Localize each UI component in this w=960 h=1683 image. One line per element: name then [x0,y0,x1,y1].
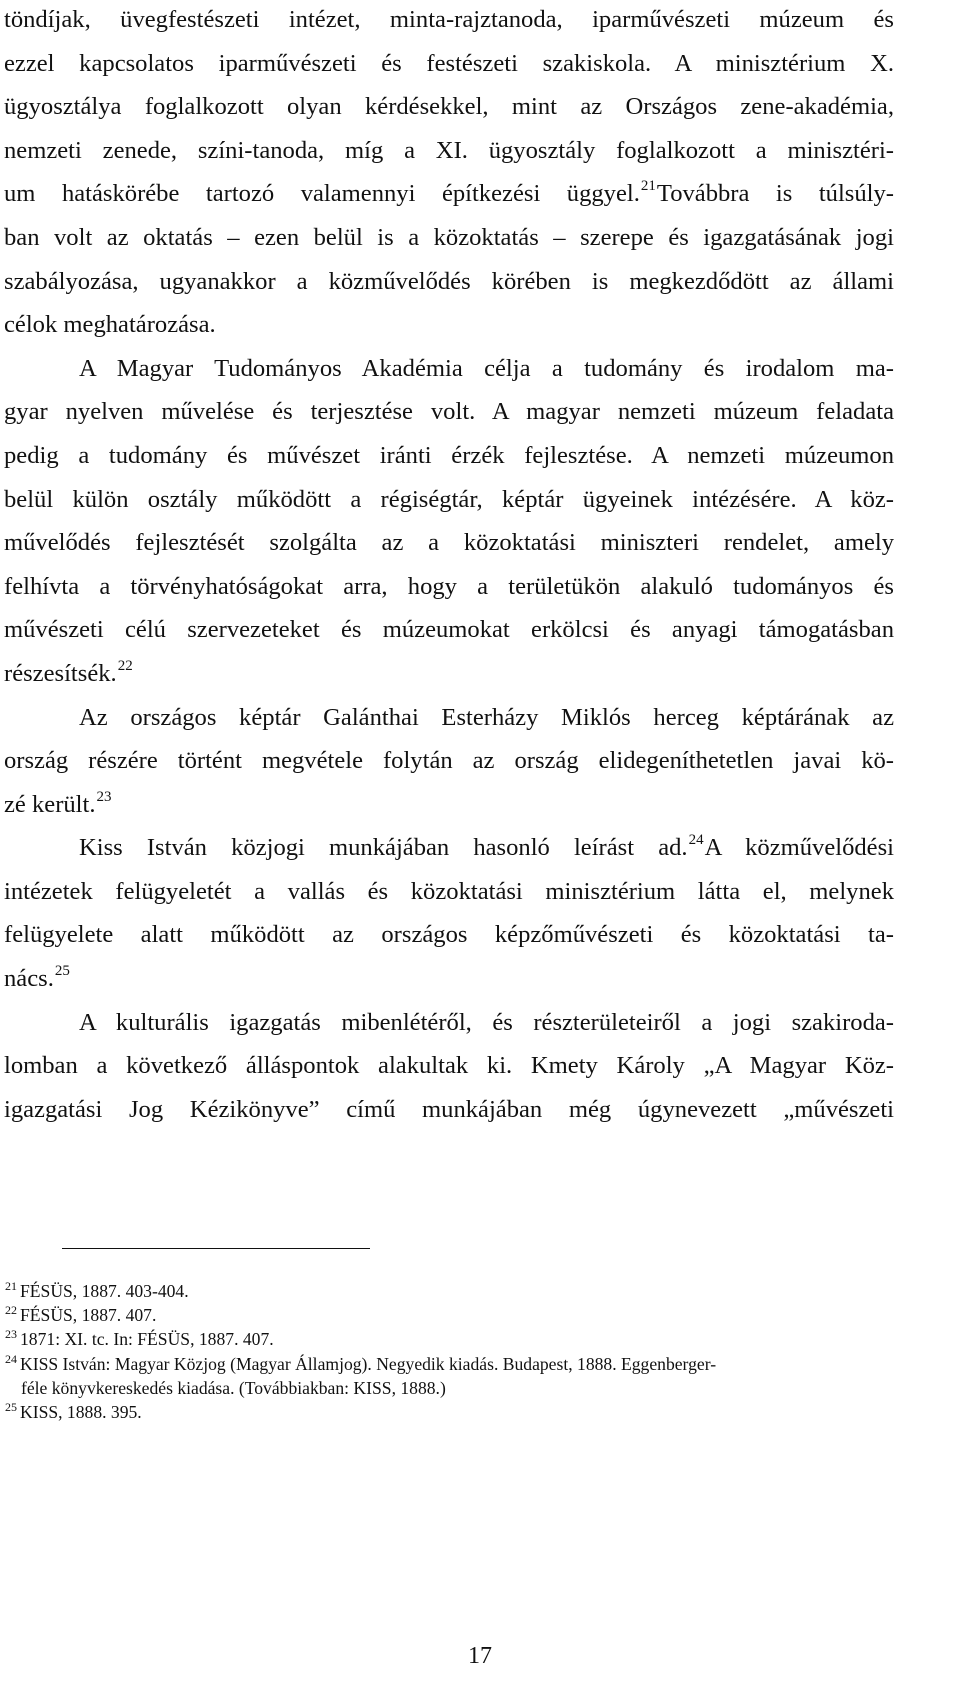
text-line: igazgatási Jog Kézikönyve” című munkájában még úgynevezett „művészeti [4,1095,894,1123]
footnote-ref[interactable]: 21 [640,178,656,195]
text-line [4,957,894,1001]
footnote [4,1279,894,1303]
text-line: A kulturális igazgatás mibenlétéről, és részterületeiről a jogi szakiroda- [79,1008,894,1036]
text-segment: um hatáskörébe tartozó valamennyi építkezési üggyel. [4,180,640,208]
page-number: 17 [468,1643,492,1669]
footnote-text: FÉSÜS, 1887. 407. [20,1305,157,1326]
footnote-ref[interactable]: 22 [117,657,133,674]
footnote-continuation: féle könyvkereskedés kiadása. (Továbbiakban: KISS, 1888.) [21,1377,446,1398]
text-segment: Kiss István közjogi munkájában hasonló leírást ad. [79,834,688,862]
text-segment: zé került. [4,790,96,818]
footnote [4,1400,894,1424]
footnote-text: 1871: XI. tc. In: FÉSÜS, 1887. 407. [20,1329,274,1350]
footnotes [4,1279,894,1424]
footnote [4,1352,894,1376]
text-line: felhívta a törvényhatóságokat arra, hogy a területükön alakuló tudományos és [4,572,894,600]
text-line: ban volt az oktatás – ezen belül is a közoktatás – szerepe és igazgatásának jogi [4,223,894,251]
text-segment: Továbbra is túlsúly- [656,180,894,208]
text-line [4,826,894,870]
text-line: művészeti célú szervezeteket és múzeumokat erkölcsi és anyagi támogatásban [4,616,894,644]
text-line: A Magyar Tudományos Akadémia célja a tudomány és irodalom ma- [79,354,894,382]
text-line: pedig a tudomány és művészet iránti érzék fejlesztése. A nemzeti múzeumon [4,441,894,469]
text-segment: A közművelődési [704,834,894,862]
footnote-number: 23 [5,1327,17,1342]
text-line: intézetek felügyeletét a vallás és közoktatási minisztérium látta el, melynek [4,877,894,905]
text-line: felügyelete alatt működött az országos képzőművészeti és közoktatási ta- [4,921,894,949]
footnote-text: KISS István: Magyar Közjog (Magyar Államjog). Negyedik kiadás. Budapest, 1888. Eggenberger- [20,1353,717,1374]
text-line: gyar nyelven művelése és terjesztése volt. A magyar nemzeti múzeum feladata [4,398,894,426]
text-line: Az országos képtár Galánthai Esterházy Miklós herceg képtárának az [79,703,894,731]
text-line: ezzel kapcsolatos iparművészeti és festészeti szakiskola. A minisztérium X. [4,49,894,77]
footnote [4,1303,894,1327]
text-line: nemzeti zenede, színi-tanoda, míg a XI. ügyosztály foglalkozott a minisztéri- [4,136,894,164]
body-text [4,0,894,1131]
footnote-number: 25 [5,1400,17,1415]
footnote-ref[interactable]: 24 [688,832,704,849]
text-line [4,783,894,827]
text-line [4,652,894,696]
text-line: művelődés fejlesztését szolgálta az a közoktatási miniszteri rendelet, amely [4,529,894,557]
footnote-ref[interactable]: 25 [54,963,70,980]
footnote-ref[interactable]: 23 [96,788,112,805]
text-segment: nács. [4,965,54,993]
text-line: ügyosztálya foglalkozott olyan kérdésekkel, mint az Országos zene-akadémia, [4,93,894,121]
text-line: töndíjak, üvegfestészeti intézet, minta-rajztanoda, iparművészeti múzeum és [4,6,894,33]
footnote [4,1327,894,1351]
footnote-text: FÉSÜS, 1887. 403-404. [20,1281,189,1301]
text-segment: részesítsék. [4,659,117,687]
text-line: szabályozása, ugyanakkor a közművelődés körében is megkezdődött az állami [4,267,894,295]
text-line [4,172,894,216]
text-line: lomban a következő álláspontok alakultak ki. Kmety Károly „A Magyar Köz- [4,1052,894,1080]
text-line: célok meghatározása. [4,311,216,339]
text-line: ország részére történt megvétele folytán az ország elidegeníthetetlen javai kö- [4,747,894,775]
text-line: belül külön osztály működött a régiségtár, képtár ügyeinek intézésére. A köz- [4,485,894,513]
footnote-number: 21 [5,1279,17,1293]
footnote-number: 24 [5,1351,17,1366]
footnote-separator [62,1248,370,1249]
footnote-text: KISS, 1888. 395. [20,1402,142,1423]
footnote-number: 22 [5,1303,17,1318]
